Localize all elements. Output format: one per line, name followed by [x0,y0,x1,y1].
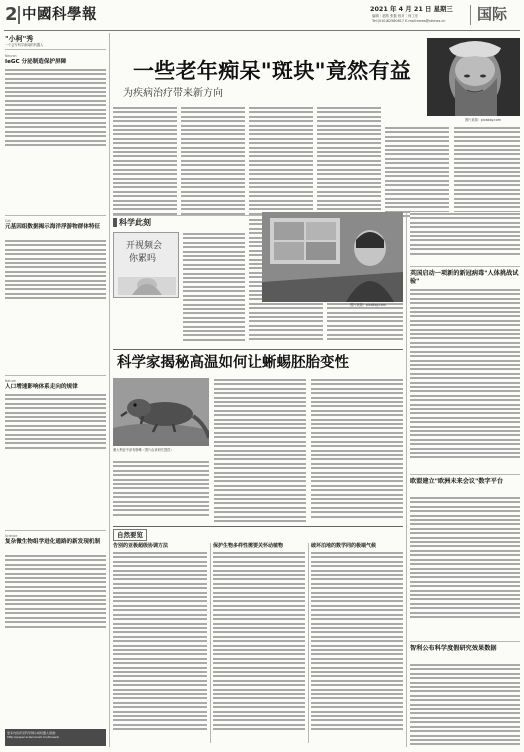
newspaper-logo: 中國科學報 [22,6,97,23]
list-item [5,219,106,374]
left-footer [5,729,106,746]
footer-text: 更多内容详见科学网小柯机器人频道：http://paper.sciencenet.cn/AInews/ [7,731,60,739]
left-header-rule [5,49,106,50]
column-divider [406,212,407,747]
nature-watch-label: 自然要览 [113,529,147,541]
commentary-photo-credit: 图片来源：pixabay.com [350,303,386,307]
commentary-photo [262,212,403,302]
right-story-title: 英国启动一项新的新冠病毒"人体挑战试验" [410,270,519,285]
item-title: 人口增速影响体系走向的规律 [5,384,78,390]
video-conference-photo [262,212,403,302]
nature-article [213,543,305,747]
item-body [5,393,106,527]
lead-body-col3 [249,106,313,220]
lead-body-col4 [317,106,381,220]
article-divider [210,543,211,743]
item-divider [5,530,106,531]
bearded-dragon-image [113,378,209,446]
column-divider [109,33,110,747]
lizard-headline: 科学家揭秘高温如何让蜥蜴胚胎变性 [117,355,349,371]
list-item [5,54,106,214]
lead-body-col5 [385,126,449,220]
left-header-title: "小柯"秀 [5,35,34,43]
commentary-cartoon [113,232,179,298]
item-body [5,68,106,212]
item-divider [5,215,106,216]
right-divider [410,641,520,642]
editor-line: 编辑｜赵路 张磊 校对｜何工东 [372,14,419,18]
lizard-body-col3 [311,378,403,522]
page-number-divider [18,6,20,24]
lead-story [113,32,520,220]
right-continuation-text [410,212,520,258]
right-divider [410,474,520,475]
page-number: 2 [5,4,18,25]
commentary-label-mark [113,218,117,227]
right-story-body [410,663,520,747]
right-divider [410,266,520,267]
lead-subheadline: 为疾病治疗带来新方向 [123,88,223,99]
lead-photo-credit: 图片来源：pixabay.com [465,118,501,122]
right-story-body [410,496,520,636]
item-tag: Science [5,534,18,538]
list-item [5,379,106,529]
item-body [5,239,106,372]
article-body [113,551,207,745]
lead-body-col6 [454,126,520,220]
article-title: 破坏泊地的数学同的极端气候 [311,543,377,549]
cartoon-text-line1: 开视频会 [126,241,163,251]
nature-watch-section [113,529,403,747]
right-story [410,478,520,638]
lizard-photo-caption: 澳大利亚中部有鬃蜥（图片由该研究提供） [113,448,174,452]
right-story-title: 智利公布科学度假研究效果数据 [410,645,497,652]
contact-line: Tel:(010)62580617 E-mail:news@stimes.cn [372,19,446,23]
item-title: 元基因组数据揭示海洋浮游物群体特征 [5,224,101,230]
elderly-portrait-image [427,38,520,116]
item-title: 复杂微生物组学进化通路的新发现机制 [5,539,101,545]
item-tag: Cell [5,219,11,223]
section-label: 国际 [477,5,508,23]
right-story [410,270,520,470]
section-rule [113,349,403,350]
right-column [410,212,520,748]
issue-date: 2021 年 4 月 21 日 星期三 [370,5,453,13]
section-rule [113,526,403,527]
article-title: 保护生物多样性需要关怀动植物 [213,543,284,549]
right-story-title: 欧盟建立"欧洲未来会议"数字平台 [410,478,504,485]
article-title: 告别的亚极超级协调方法 [113,543,169,549]
left-column [5,32,106,748]
item-tag: Nature [5,379,16,383]
lead-headline: 一些老年痴呆"斑块"竟然有益 [133,59,412,83]
masthead-rule [4,30,520,31]
item-title: IeGC 分泌制造保护屏障 [5,59,67,65]
right-story [410,645,520,747]
lizard-body-col2 [214,378,306,522]
lead-body-col1 [113,106,177,220]
masthead-divider [470,5,471,25]
commentary-body-col1 [183,232,245,346]
lead-body-col2 [181,106,245,220]
article-body [311,551,403,745]
lizard-photo [113,378,209,446]
left-header-subtitle: 一个会写科学新闻的机器人 [5,43,44,47]
item-body [5,554,106,722]
nature-article [311,543,403,747]
item-divider [5,375,106,376]
list-item [5,534,106,724]
item-tag: Neuron [5,54,17,58]
cartoon-text-line2: 你累吗 [129,254,157,264]
commentary-label: 科学此刻 [119,218,151,227]
right-story-body [410,288,520,468]
article-divider [308,543,309,743]
lizard-story [113,352,403,524]
lizard-body-col1 [113,460,209,522]
article-body [213,551,305,745]
nature-article [113,543,207,747]
lead-photo [427,38,520,116]
